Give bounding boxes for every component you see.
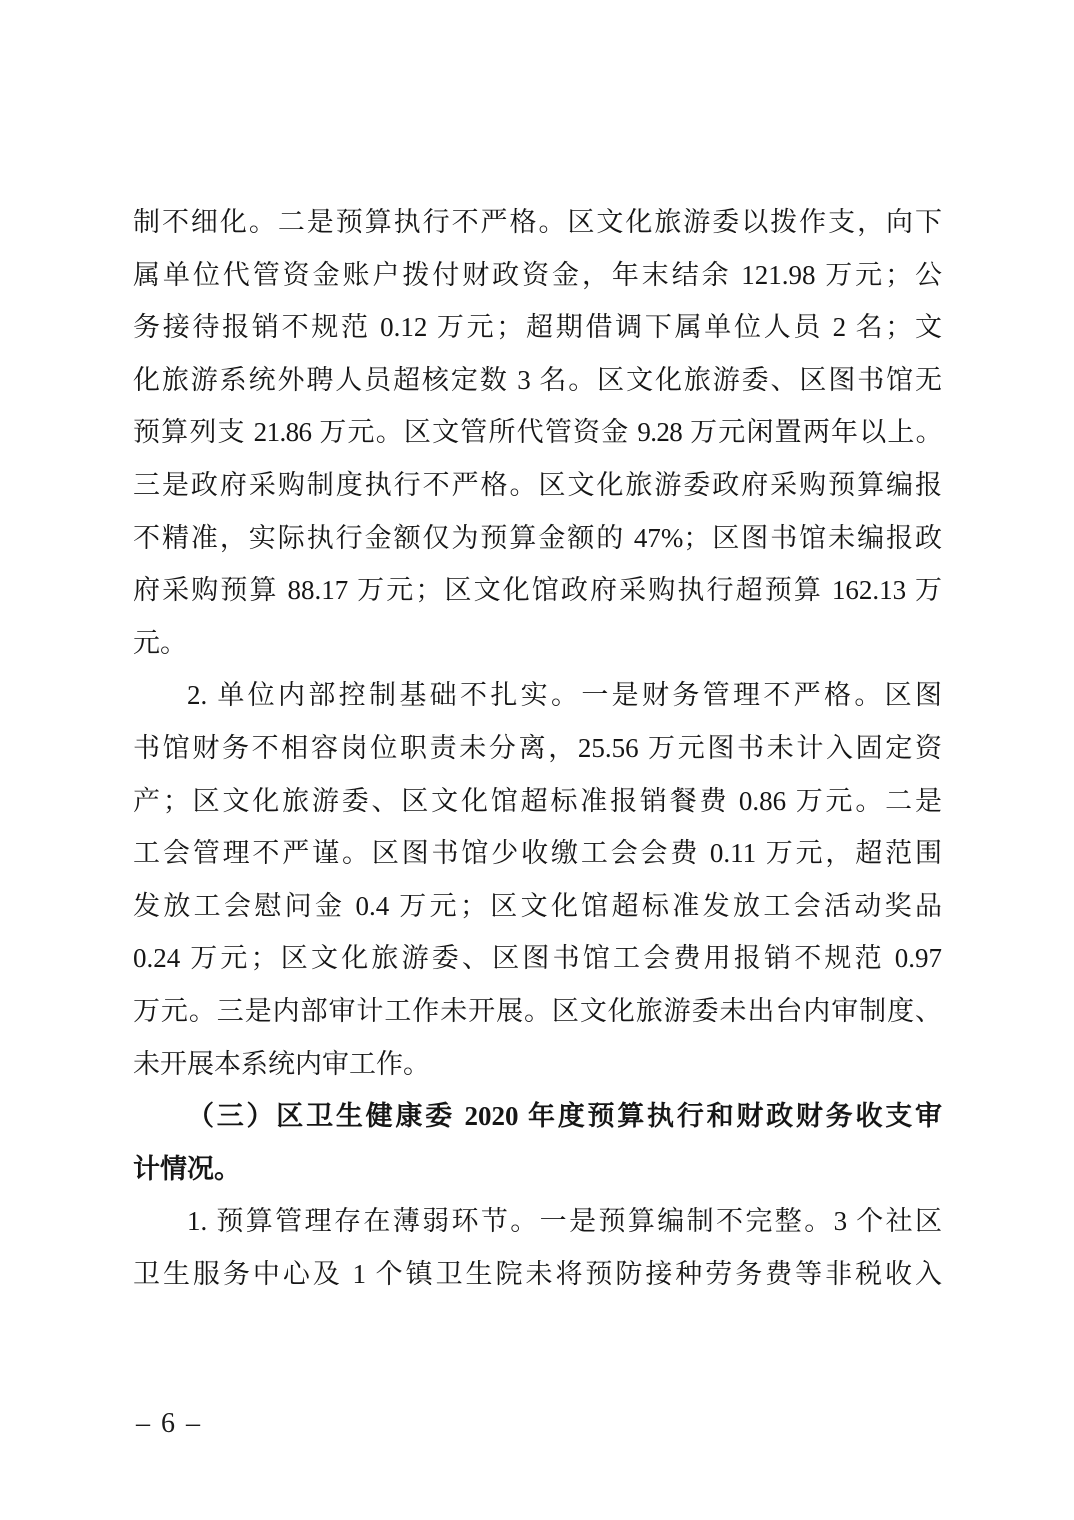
text-line: 万元。三是内部审计工作未开展。区文化旅游委未出台内审制度、 (133, 995, 942, 1026)
text-line: 制不细化。二是预算执行不严格。区文化旅游委以拨作支，向下 (133, 207, 942, 237)
text-line: 0.24 万元；区文化旅游委、区图书馆工会费用报销不规范 0.97 (133, 943, 942, 974)
text-line: 三是政府采购制度执行不严格。区文化旅游委政府采购预算编报 (133, 469, 942, 500)
document-body (133, 196, 942, 1300)
text-line: 产；区文化旅游委、区文化馆超标准报销餐费 0.86 万元。二是 (133, 785, 942, 816)
text-line: 1. 预算管理存在薄弱环节。一是预算编制不完整。3 个社区 (187, 1206, 942, 1237)
paragraph-budget-execution (133, 196, 942, 669)
page-number: – 6 – (136, 1408, 202, 1439)
paragraph-health-budget (133, 1195, 942, 1300)
text-line: 工会管理不严谨。区图书馆少收缴工会会费 0.11 万元，超范围 (133, 838, 942, 869)
heading-line: （三）区卫生健康委 2020 年度预算执行和财政财务收支审 (187, 1101, 942, 1132)
text-line: 化旅游系统外聘人员超核定数 3 名。区文化旅游委、区图书馆无 (133, 364, 942, 395)
text-line: 预算列支 21.86 万元。区文管所代管资金 9.28 万元闲置两年以上。 (133, 417, 942, 448)
text-line: 府采购预算 88.17 万元；区文化馆政府采购执行超预算 162.13 万 (133, 575, 942, 606)
text-line: 务接待报销不规范 0.12 万元；超期借调下属单位人员 2 名；文 (133, 312, 942, 343)
text-line: 2. 单位内部控制基础不扎实。一是财务管理不严格。区图 (187, 680, 942, 711)
heading-line: 计情况。 (133, 1153, 241, 1184)
text-line: 书馆财务不相容岗位职责未分离，25.56 万元图书未计入固定资 (133, 732, 942, 763)
section-heading-health-commission (133, 1090, 942, 1195)
text-line: 未开展本系统内审工作。 (133, 1048, 430, 1079)
paragraph-internal-control (133, 669, 942, 1090)
text-line: 发放工会慰问金 0.4 万元；区文化馆超标准发放工会活动奖品 (133, 890, 942, 921)
text-line: 元。 (133, 627, 187, 658)
text-line: 卫生服务中心及 1 个镇卫生院未将预防接种劳务费等非税收入 (133, 1258, 942, 1289)
text-line: 属单位代管资金账户拨付财政资金，年末结余 121.98 万元；公 (133, 259, 942, 290)
text-line: 不精准，实际执行金额仅为预算金额的 47%；区图书馆未编报政 (133, 522, 942, 553)
